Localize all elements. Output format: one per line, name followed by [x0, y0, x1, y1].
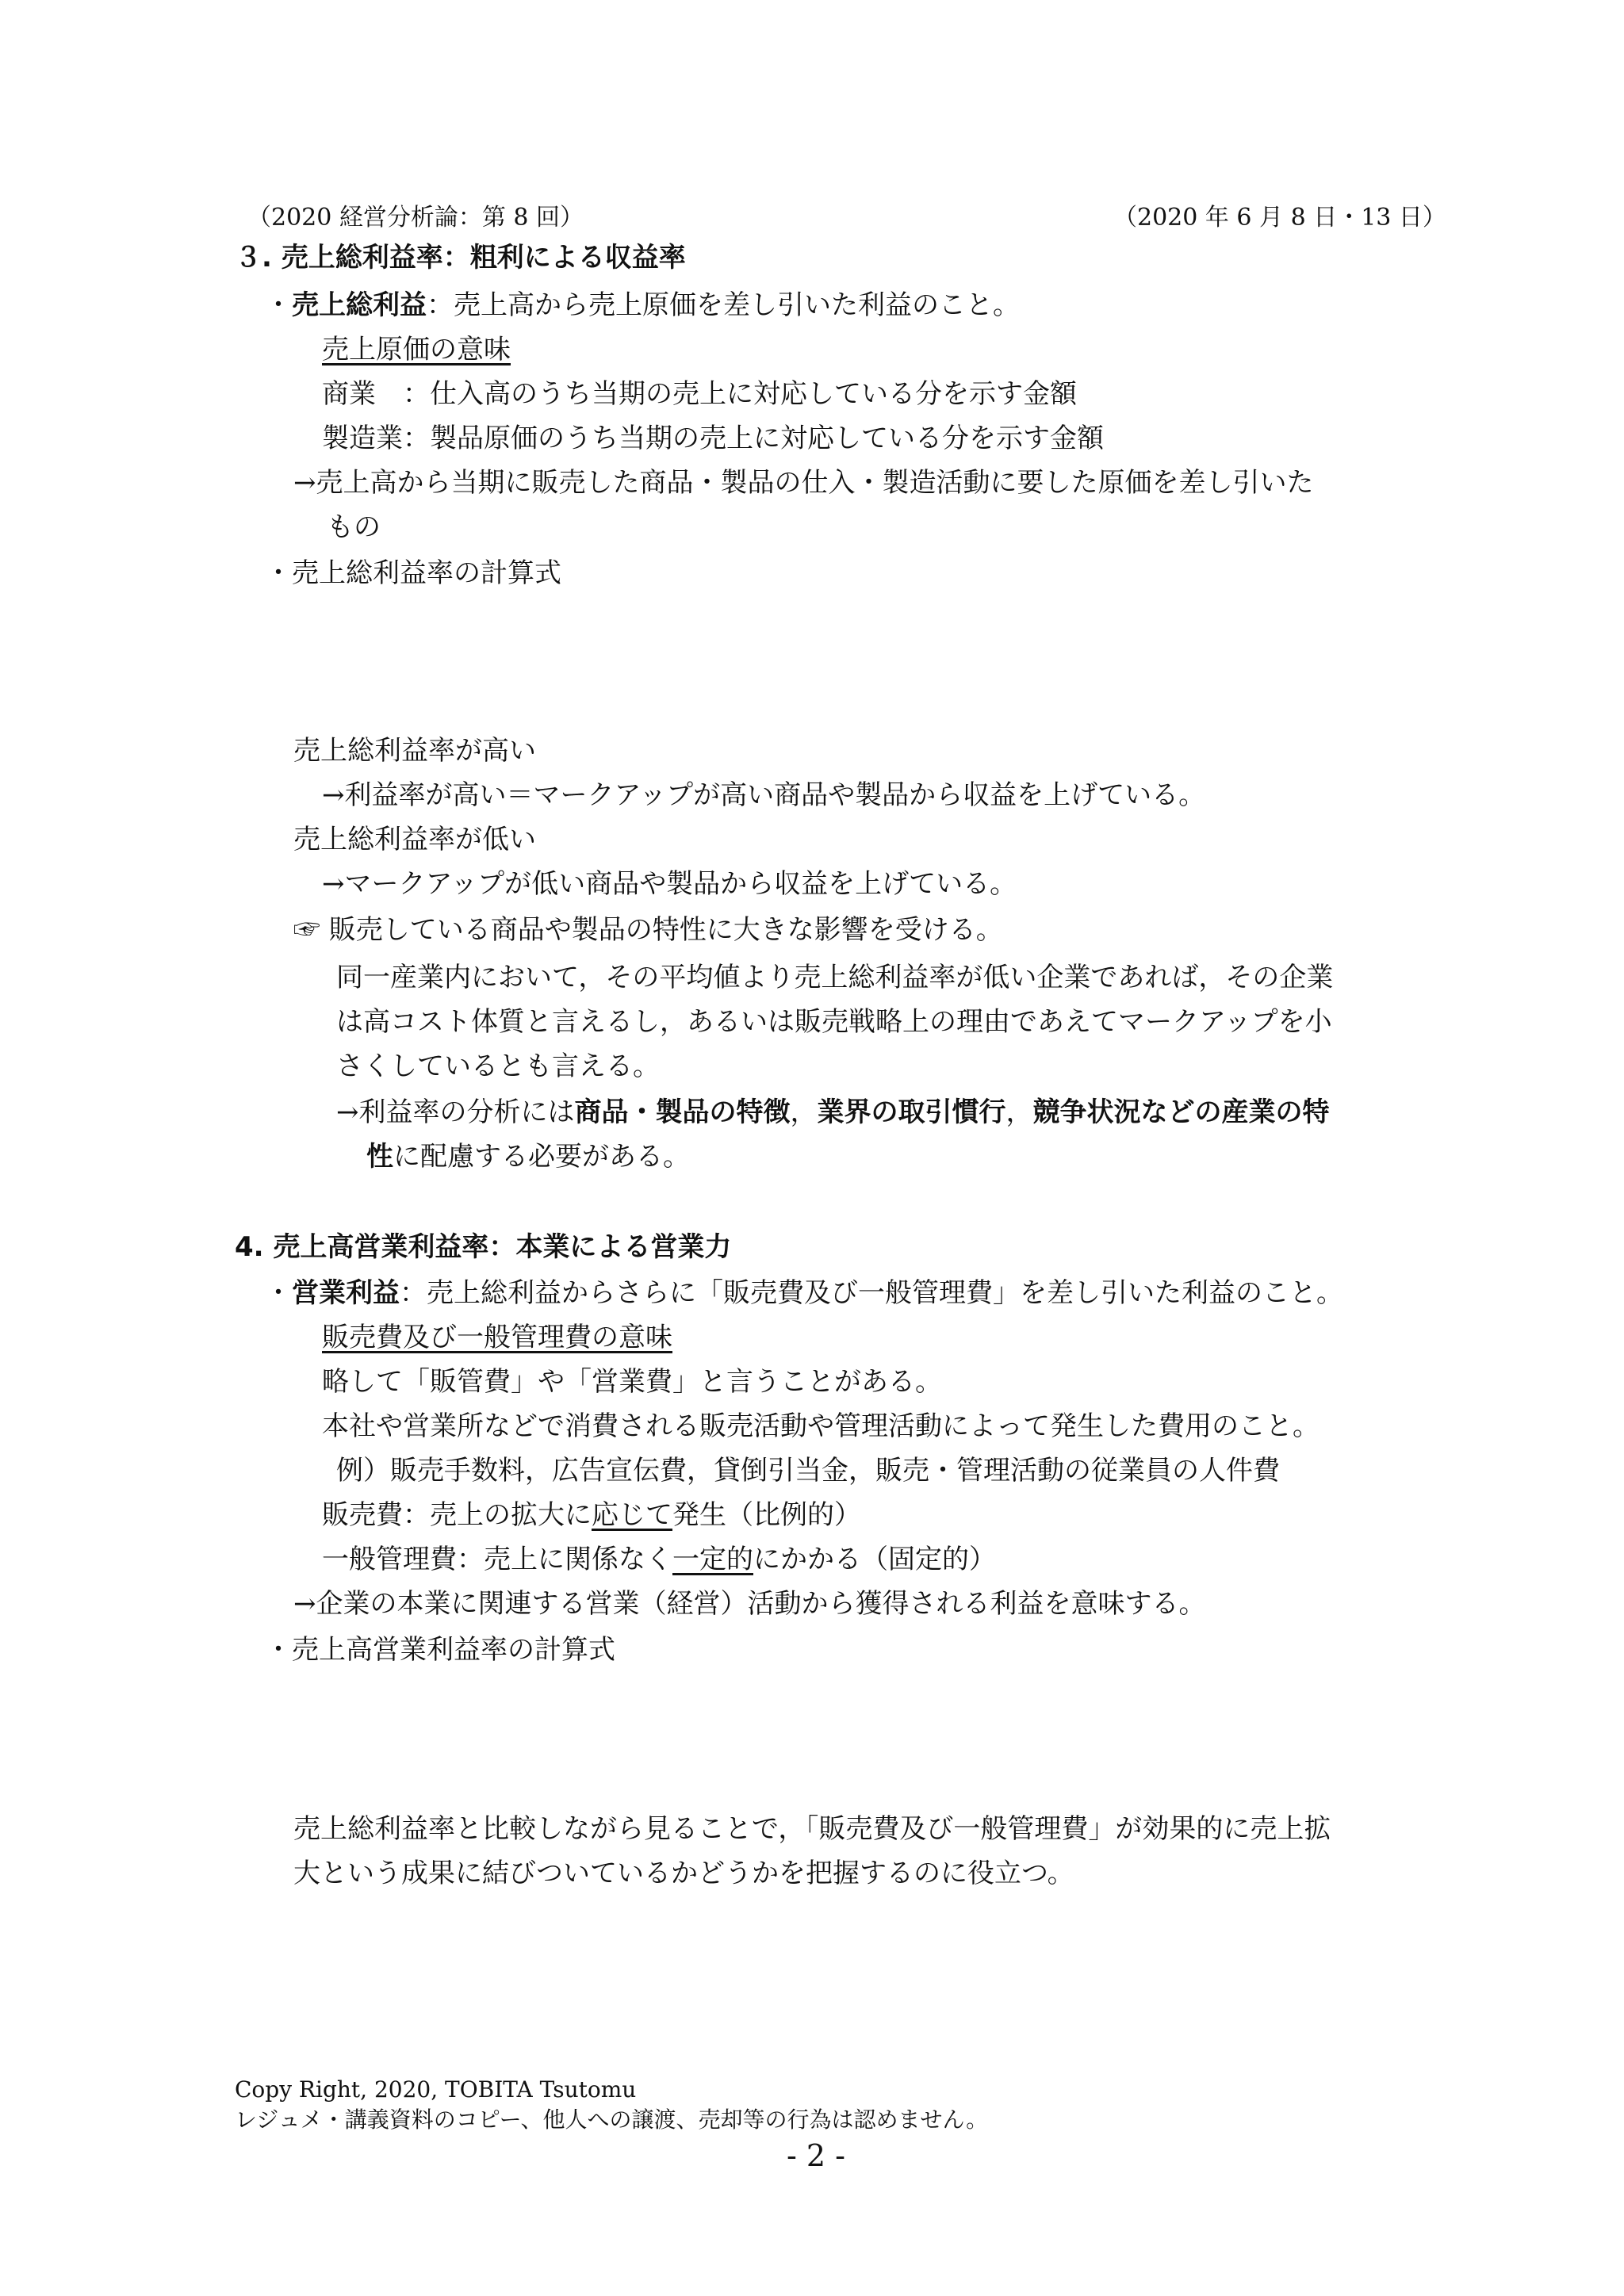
- cogs-arrow-line1: →売上高から当期に販売した商品・製品の仕入・製造活動に要した原価を差し引いた: [293, 467, 1314, 499]
- term-operating-profit: 営業利益: [292, 1277, 400, 1309]
- analysis-conclusion-line2: [366, 1138, 690, 1175]
- sga-abbreviation: 略して「販管費」や「営業費」と言うことがある。: [322, 1366, 942, 1398]
- cogs-commerce: 商業 ：仕入高のうち当期の売上に対応している分を示す金額: [322, 378, 1077, 410]
- definition-text: ：売上総利益からさらに「販売費及び一般管理費」を差し引いた利益のこと。: [400, 1277, 1343, 1309]
- admin-prefix: 一般管理費：売上に関係なく: [322, 1544, 672, 1575]
- selling-suffix: 発生（比例的）: [672, 1499, 861, 1531]
- conclusion-industry-characteristics: 競争状況などの産業の特: [1032, 1096, 1330, 1128]
- separator: ，: [1005, 1096, 1033, 1128]
- operating-profit-meaning: →企業の本業に関連する営業（経営）活動から獲得される利益を意味する。: [293, 1588, 1206, 1620]
- footer-copyright: Copy Right, 2020, TOBITA Tsutomu: [235, 2076, 637, 2103]
- selling-proportional-term: 応じて: [592, 1499, 672, 1531]
- section4-definition: [265, 1275, 1343, 1311]
- sga-example: 例）販売手数料，広告宣伝費，貸倒引当金，販売・管理活動の従業員の人件費: [336, 1455, 1280, 1487]
- gross-margin-low-explanation: →マークアップが低い商品や製品から収益を上げている。: [322, 868, 1017, 900]
- cogs-manufacturing: 製造業：製品原価のうち当期の売上に対応している分を示す金額: [322, 423, 1104, 454]
- bullet: ・: [265, 289, 292, 321]
- gross-margin-formula-label: ・売上総利益率の計算式: [265, 557, 561, 589]
- cogs-meaning-title: 売上原価の意味: [322, 334, 511, 365]
- selling-prefix: 販売費：売上の拡大に: [322, 1499, 592, 1531]
- conclusion-trade-practices: 業界の取引慣行: [817, 1096, 1006, 1128]
- selling-expenses: [322, 1497, 861, 1533]
- pointing-note: ☞ 販売している商品や製品の特性に大きな影響を受ける。: [293, 914, 1003, 946]
- admin-fixed-term: 一定的: [672, 1544, 753, 1575]
- analysis-conclusion-line1: [336, 1094, 1330, 1131]
- closing-line2: 大という成果に結びついているかどうかを把握するのに役立つ。: [293, 1858, 1074, 1889]
- gross-margin-high: 売上総利益率が高い: [293, 735, 536, 767]
- sga-meaning-title: 販売費及び一般管理費の意味: [322, 1322, 672, 1353]
- admin-expenses: [322, 1541, 996, 1578]
- note-paragraph-line2: は高コスト体質と言えるし，あるいは販売戦略上の理由であえてマークアップを小: [336, 1006, 1332, 1038]
- footer-notice: レジュメ・講義資料のコピー、他人への譲渡、売却等の行為は認めません。: [235, 2107, 989, 2133]
- note-paragraph-line3: さくしているとも言える。: [336, 1050, 660, 1082]
- gross-margin-high-explanation: →利益率が高い＝マークアップが高い商品や製品から収益を上げている。: [322, 779, 1206, 811]
- cogs-arrow-line2: もの: [327, 511, 381, 543]
- header-course: （2020 経営分析論：第 8 回）: [247, 204, 584, 232]
- definition-text: ：売上高から売上原価を差し引いた利益のこと。: [427, 289, 1020, 321]
- section3-heading: ３. 売上総利益率：粗利による収益率: [235, 242, 686, 274]
- bullet: ・: [265, 1277, 292, 1309]
- page-number: - 2 -: [787, 2138, 846, 2173]
- admin-suffix: にかかる（固定的）: [753, 1544, 996, 1575]
- separator: ，: [790, 1096, 818, 1128]
- note-paragraph-line1: 同一産業内において，その平均値より売上総利益率が低い企業であれば，その企業: [336, 962, 1334, 993]
- conclusion-product-features: 商品・製品の特徴: [574, 1096, 791, 1128]
- closing-line1: 売上総利益率と比較しながら見ることで，「販売費及び一般管理費」が効果的に売上拡: [293, 1813, 1331, 1845]
- conclusion-prefix: →利益率の分析には: [336, 1096, 575, 1128]
- sga-description: 本社や営業所などで消費される販売活動や管理活動によって発生した費用のこと。: [322, 1410, 1320, 1442]
- term-gross-profit: 売上総利益: [292, 289, 427, 321]
- operating-margin-formula-label: ・売上高営業利益率の計算式: [265, 1634, 615, 1666]
- section3-definition: [265, 287, 1020, 323]
- section4-heading: 4. 売上高営業利益率：本業による営業力: [235, 1231, 732, 1263]
- gross-margin-low: 売上総利益率が低い: [293, 824, 536, 855]
- conclusion-suffix: に配慮する必要がある。: [393, 1141, 690, 1173]
- conclusion-industry-characteristics-end: 性: [366, 1141, 393, 1173]
- header-date: （2020 年 6 月 8 日・13 日）: [1113, 204, 1446, 232]
